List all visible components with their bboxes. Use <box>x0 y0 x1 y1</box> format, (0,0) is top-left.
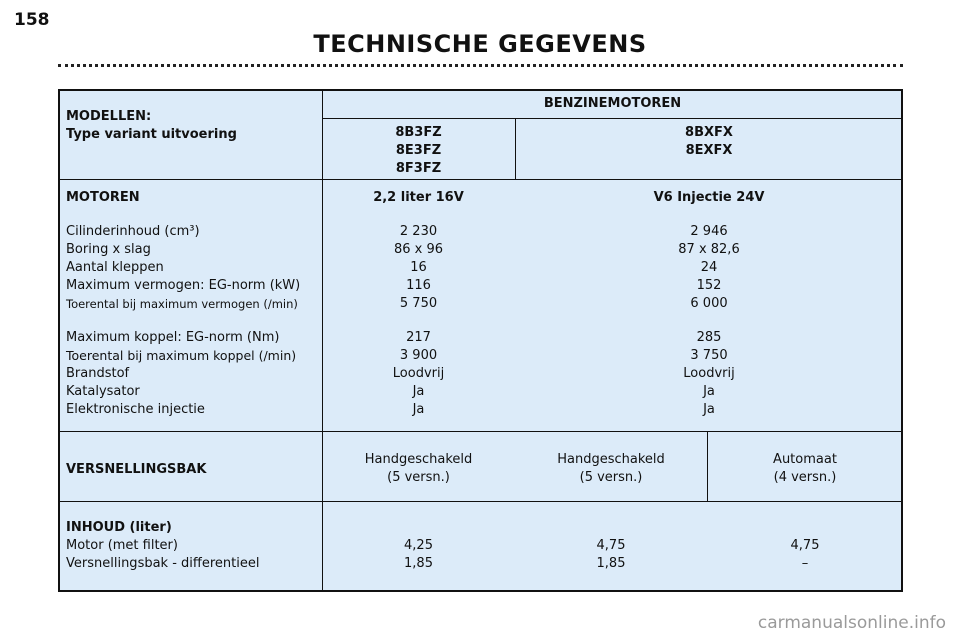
capacity-heading: INHOUD (liter) <box>66 520 172 535</box>
type-code: 8BXFX <box>685 125 733 140</box>
page-number: 158 <box>14 10 50 30</box>
capacity-value: 1,85 <box>596 556 626 571</box>
watermark: carmanualsonline.info <box>757 613 946 633</box>
type-code: 8F3FZ <box>395 161 442 176</box>
gearbox-heading: VERSNELLINGSBAK <box>66 462 207 477</box>
spec-value: Loodvrij <box>683 366 735 381</box>
gearbox-value: (4 versn.) <box>773 470 837 485</box>
type-code: 8E3FZ <box>395 143 442 158</box>
spec-label: Maximum vermogen: EG-norm (kW) <box>66 278 301 293</box>
spec-value: 2 946 <box>690 224 728 239</box>
gearbox-value: Handgeschakeld <box>364 452 473 467</box>
spec-value: 217 <box>406 330 431 345</box>
gearbox-value: Automaat <box>773 452 837 467</box>
spec-value: 5 750 <box>399 296 438 311</box>
spec-label: Boring x slag <box>66 242 151 257</box>
gearbox-value: Handgeschakeld <box>557 452 665 467</box>
spec-label: Katalysator <box>66 384 140 399</box>
dotted-divider <box>58 64 903 67</box>
spec-table <box>58 89 903 592</box>
engine-name-col2: V6 Injectie 24V <box>653 190 765 205</box>
type-code: 8EXFX <box>685 143 733 158</box>
capacity-value: – <box>801 556 809 571</box>
spec-value: Loodvrij <box>392 366 445 381</box>
gearbox-value: (5 versn.) <box>579 470 643 485</box>
page-title: TECHNISCHE GEGEVENS <box>313 30 647 58</box>
spec-value: 87 x 82,6 <box>678 242 740 257</box>
spec-value: 3 750 <box>690 348 728 363</box>
capacity-label: Motor (met filter) <box>66 538 178 553</box>
models-label: MODELLEN: <box>66 109 152 124</box>
spec-label: Cilinderinhoud (cm³) <box>66 224 200 239</box>
engine-name-col1: 2,2 liter 16V <box>373 190 464 205</box>
spec-label: Toerental bij maximum koppel (/min) <box>66 348 297 363</box>
spec-value: Ja <box>703 402 715 417</box>
engine-group-header: BENZINEMOTOREN <box>543 96 682 111</box>
capacity-value: 1,85 <box>404 556 433 571</box>
type-code: 8B3FZ <box>395 125 442 140</box>
engines-heading: MOTOREN <box>66 190 140 205</box>
spec-value: 285 <box>696 330 722 345</box>
gearbox-value: (5 versn.) <box>387 470 450 485</box>
row-divider-engines <box>60 431 903 432</box>
spec-label: Toerental bij maximum vermogen (/min) <box>66 297 298 311</box>
spec-label: Aantal kleppen <box>66 260 164 275</box>
spec-value: 152 <box>696 278 722 293</box>
capacity-value: 4,75 <box>790 538 820 553</box>
row-divider-models <box>60 179 903 180</box>
spec-label: Maximum koppel: EG-norm (Nm) <box>66 330 280 345</box>
spec-value: 3 900 <box>399 348 438 363</box>
capacity-value: 4,75 <box>596 538 626 553</box>
spec-value: Ja <box>703 384 715 399</box>
type-variant-label: Type variant uitvoering <box>66 127 237 142</box>
spec-value: 2 230 <box>399 224 438 239</box>
spec-value: Ja <box>412 402 425 417</box>
spec-value: 24 <box>700 260 718 275</box>
row-divider-group <box>322 118 903 119</box>
spec-value: 116 <box>406 278 431 293</box>
spec-label: Elektronische injectie <box>66 402 205 417</box>
spec-value: 16 <box>410 260 427 275</box>
spec-label: Brandstof <box>66 366 130 381</box>
spec-value: 6 000 <box>690 296 728 311</box>
spec-value: Ja <box>412 384 425 399</box>
row-divider-gearbox <box>60 501 903 502</box>
capacity-value: 4,25 <box>404 538 433 553</box>
capacity-label: Versnellingsbak - differentieel <box>66 556 260 571</box>
spec-value: 86 x 96 <box>393 242 444 257</box>
